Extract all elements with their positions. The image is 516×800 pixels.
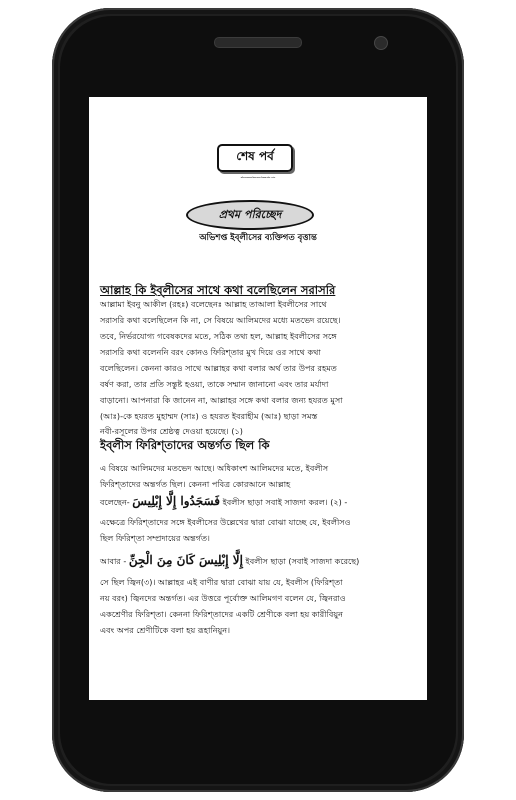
para3-line: এক্ষেত্রে ফিরিশ্‌তাদের সঙ্গে ইবলীসের উল্লেখের দ্বারা বোঝা যাচ্ছে যে, ইবলীসও — [100, 517, 351, 527]
para1-line: (আঃ)-কে হযরত মুহাম্মদ (সাঃ) ও হযরত ইবরাহীম (আঃ) ছাড়া সমস্ত — [100, 411, 318, 421]
verse-line — [100, 496, 347, 507]
screen[interactable] — [89, 97, 427, 700]
chapter-label: প্রথম পরিচ্ছেদ — [186, 200, 314, 230]
front-camera — [374, 36, 388, 50]
para4-line: নয় বরং) জ্বিনদের অন্তর্গত। এর উত্তরে পূর্বোক্ত আলিমগণ বলেন যে, জ্বিনরাও — [100, 593, 346, 603]
para1-line: বাড়ানো। আপনারা কি জানেন না, আল্লাহর সঙ্গে কথা বলার জন্য হযরত মুসা — [100, 395, 343, 405]
para2-line: ফিরিশ্‌তাদের অন্তর্গত ছিল। কেননা পবিত্র কোরআনে আল্লাহ — [100, 479, 291, 489]
arabic-verse-2: إِلَّا إِبْلِيسَ كَانَ مِنَ الْجِنِّ — [128, 553, 243, 567]
para1-line: বর্ষণ করা, তার প্রতি সন্তুষ্ট হওয়া, তাকে সম্মান জানানো এবং তার মর্যাদা — [100, 379, 329, 389]
para4-line: একশ্রেণীর ফিরিশ্‌তা। কেননা ফিরিশ্‌তাদের একটি শ্রেণীকে বলা হয় কারীবিয়ুন — [100, 609, 343, 619]
verse-prefix: বলেছেন- — [100, 497, 130, 507]
heading-1: আল্লাহ কি ইব্‌লীসের সাথে কথা বলেছিলেন সরাসরি — [100, 283, 336, 297]
verse2-suffix: ইবলীস ছাড়া (সবাই সাজদা করেছে) — [245, 556, 360, 566]
chapter-title: অভিশপ্ত ইব্‌লীসের ব্যক্তিগত বৃত্তান্ত — [199, 233, 317, 243]
page-subtitle: অভিশপ্ত শয়তানের বিষয়ে অসংখ্য বিস্ময়কর ঘটনা ও বর্ণনা — [240, 178, 276, 179]
speaker-grille — [214, 37, 302, 48]
verse2-prefix: আবার - — [100, 556, 127, 566]
verse-line-2 — [100, 555, 359, 566]
heading-2: ইব্‌লীস ফিরিশ্‌তাদের অন্তর্গত ছিল কি — [100, 438, 270, 452]
para1-line: আল্লামা ইবনু আকীল (রহঃ) বলেছেনঃ আল্লাহ তাআলা ইবলীসের সাথে — [100, 299, 327, 309]
para4-line: সে ছিল জ্বিন(৩)। আল্লাহর এই বাণীর দ্বারা বোঝা যায় যে, ইবলীস (ফিরিশ্‌তা — [100, 577, 343, 587]
para1-line: সরাসরি কথা বলেছিলেন কি না, সে বিষয়ে আলিমদের মধ্যে মতভেদ রয়েছে। — [100, 315, 341, 325]
verse-suffix: ইবলীস ছাড়া সবাই সাজদা করল। (২) - — [222, 497, 348, 507]
arabic-verse: فَسَجَدُوا إِلَّا إِبْلِيسَ — [132, 494, 220, 508]
para1-line: নবী-রসূলের উপর শ্রেষ্ঠত্ব দেওয়া হয়েছে। (১) — [100, 426, 243, 436]
para1-line: তবে, নির্ভরযোগ্য গবেষকদের মতে, সঠিক তথ্য হল, আল্লাহ ইবলীসের সঙ্গে — [100, 331, 337, 341]
para3-line: ছিল ফিরিশ্‌তা সম্প্রদায়ের অন্তর্গত। — [100, 533, 210, 543]
book-page[interactable] — [89, 97, 427, 700]
section-box-title: শেষ পর্ব — [217, 144, 293, 172]
para1-line: বলেছিলেন। কেননা কারও সাথে আল্লাহর কথা বলার অর্থ তার উপর রহমত — [100, 363, 337, 373]
para2-line: এ বিষয়ে আলিমদের মতভেদ আছে। অধিকাংশ আলিমদের মতে, ইবলীস — [100, 463, 329, 473]
para4-line: এবং অপর শ্রেণীটিকে বলা হয় রূহানিয়ুন। — [100, 625, 231, 635]
para1-line: সরাসরি কথা বলেননি বরং কোনও ফিরিশ্‌তার মুখ দিয়ে ওর সাথে কথা — [100, 347, 321, 357]
